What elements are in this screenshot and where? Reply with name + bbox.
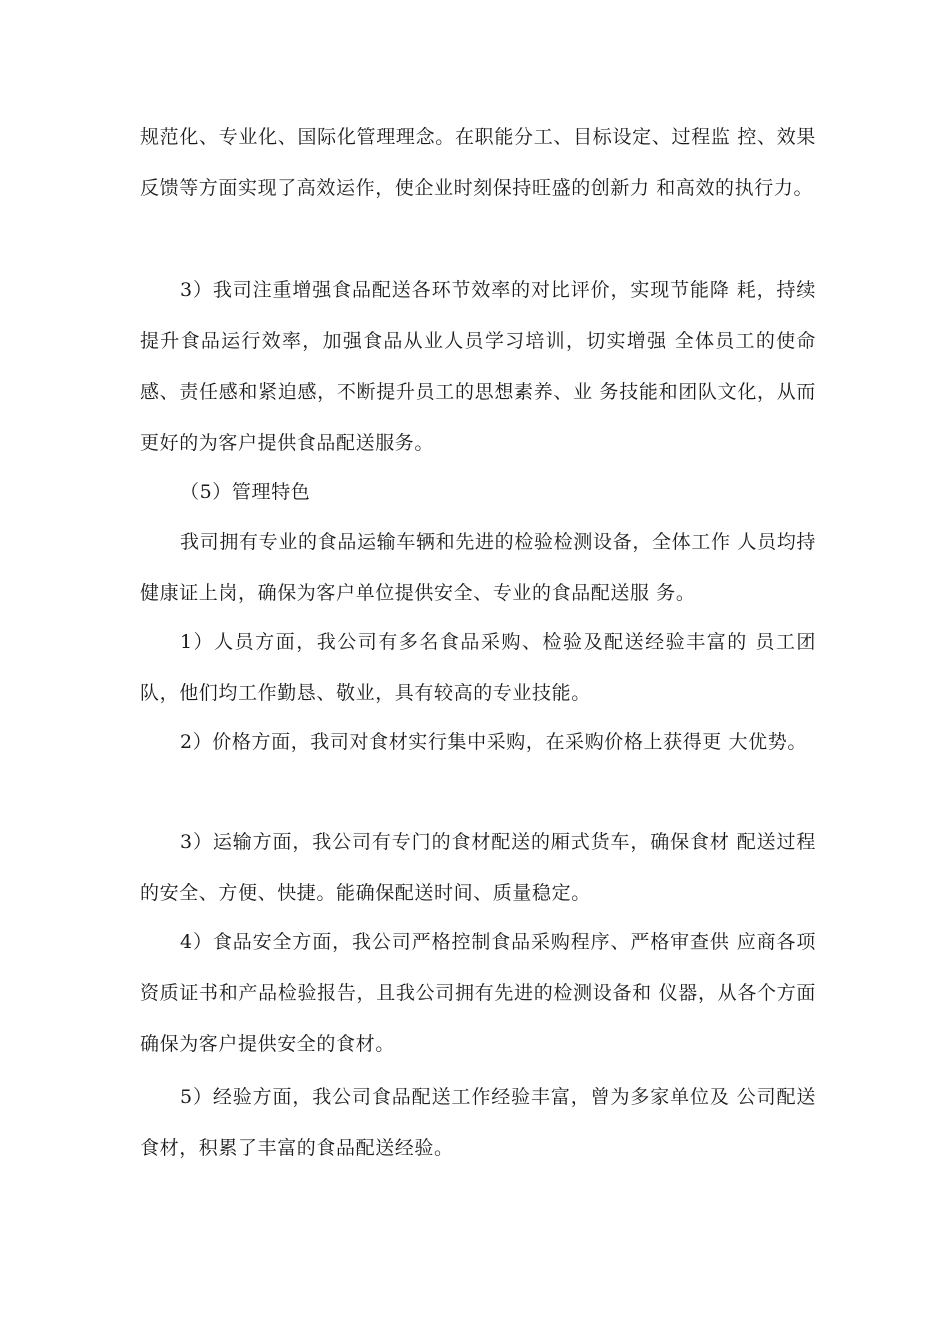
- paragraph-price: 2）价格方面，我司对食材实行集中采购，在采购价格上获得更 大优势。: [180, 731, 807, 753]
- paragraph-management-concept: 规范化、专业化、国际化管理理念。在职能分工、目标设定、过程监 控、效果反馈等方面实现了高效运作，使企业时刻保持旺盛的创新力 和高效的执行力。: [140, 126, 816, 199]
- paragraph-transport: 3）运输方面，我公司有专门的食材配送的厢式货车，确保食材 配送过程的安全、方便、快捷。能确保配送时间、质量稳定。: [140, 831, 816, 904]
- paragraph-personnel: 1）人员方面，我公司有多名食品采购、检验及配送经验丰富的 员工团队，他们均工作勤恳、敬业，具有较高的专业技能。: [140, 631, 816, 704]
- paragraph-experience: 5）经验方面，我公司食品配送工作经验丰富，曾为多家单位及 公司配送食材，积累了丰富的食品配送经验。: [140, 1086, 816, 1159]
- paragraph-features-intro: 我司拥有专业的食品运输车辆和先进的检验检测设备，全体工作 人员均持健康证上岗，确保为客户单位提供安全、专业的食品配送服 务。: [140, 531, 816, 604]
- paragraph-food-safety: 4）食品安全方面，我公司严格控制食品采购程序、严格审查供 应商各项资质证书和产品检验报告，且我公司拥有先进的检测设备和 仪器，从各个方面确保为客户提供安全的食材。: [140, 931, 816, 1055]
- section-heading-management-features: （5）管理特色: [180, 481, 311, 503]
- paragraph-efficiency: 3）我司注重增强食品配送各环节效率的对比评价，实现节能降 耗，持续提升食品运行效率，加强食品从业人员学习培训，切实增强 全体员工的使命感、责任感和紧迫感，不断提升员工的思想素养、业 务技能和团队文化，从而更好的为客户提供食品配送服务。: [140, 279, 816, 454]
